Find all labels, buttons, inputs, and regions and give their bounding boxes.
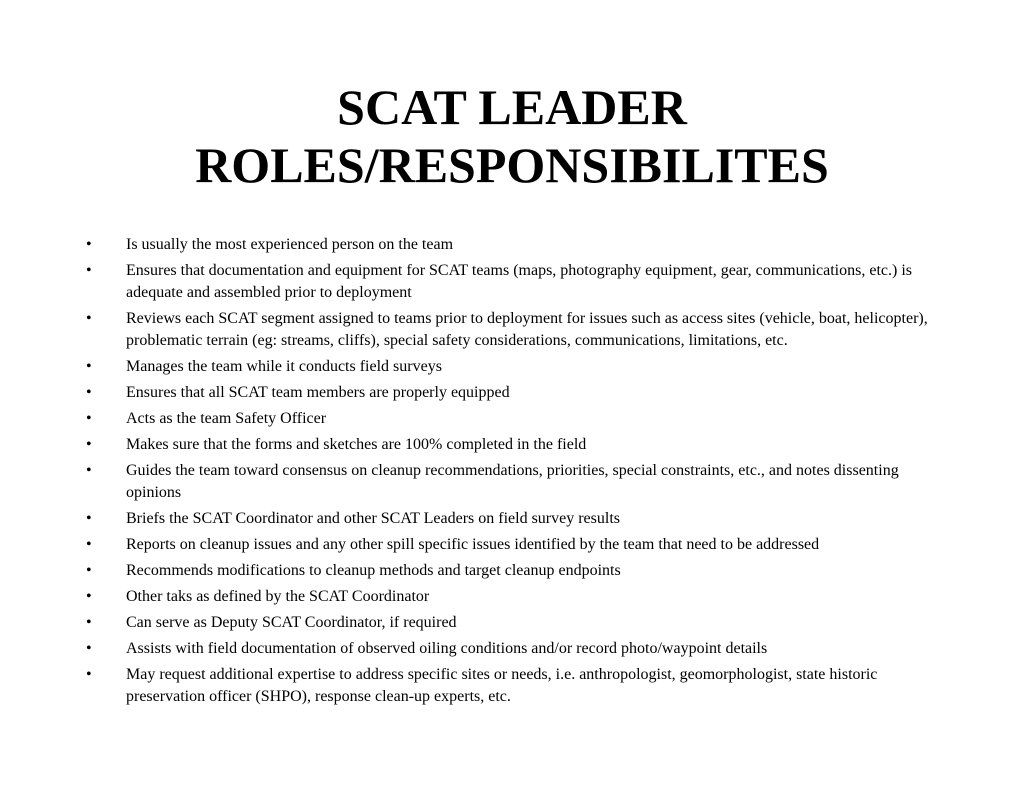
bullet-icon: • [86, 536, 92, 553]
list-item-text: Makes sure that the forms and sketches are 100% completed in the field [126, 436, 587, 453]
list-item [86, 534, 946, 556]
bullet-icon: • [86, 310, 92, 327]
list-item-text: Guides the team toward consensus on cleanup recommendations, priorities, special constraints, etc., and notes dissenting opinions [126, 462, 899, 501]
list-item-text: Reviews each SCAT segment assigned to teams prior to deployment for issues such as access sites (vehicle, boat, helicopter), problematic terrain (eg: streams, cliffs), special safety considerations, communications, limitations, etc. [126, 310, 928, 349]
bullet-icon: • [86, 410, 92, 427]
list-item-text: Ensures that documentation and equipment for SCAT teams (maps, photography equipment, gear, communications, etc.) is adequate and assembled prior to deployment [126, 262, 912, 301]
bullet-icon: • [86, 236, 92, 253]
bullet-icon: • [86, 588, 92, 605]
list-item-text: Can serve as Deputy SCAT Coordinator, if required [126, 614, 457, 631]
list-item [86, 356, 946, 378]
list-item [86, 408, 946, 430]
list-item-text: Ensures that all SCAT team members are properly equipped [126, 384, 510, 401]
bullet-icon: • [86, 510, 92, 527]
list-item [86, 434, 946, 456]
bullet-icon: • [86, 436, 92, 453]
page-title [0, 78, 1024, 194]
list-item-text: Manages the team while it conducts field surveys [126, 358, 442, 375]
bullet-icon: • [86, 640, 92, 657]
list-item [86, 308, 946, 352]
bullet-icon: • [86, 462, 92, 479]
list-item [86, 260, 946, 304]
title-line-2: ROLES/RESPONSIBILITES [195, 137, 829, 193]
list-item [86, 586, 946, 608]
responsibilities-list [86, 234, 946, 712]
list-item-text: Other taks as defined by the SCAT Coordinator [126, 588, 430, 605]
bullet-icon: • [86, 262, 92, 279]
list-item-text: May request additional expertise to address specific sites or needs, i.e. anthropologist, geomorphologist, state historic preservation officer (SHPO), response clean-up experts, etc. [126, 666, 878, 705]
list-item [86, 664, 946, 708]
bullet-icon: • [86, 666, 92, 683]
list-item-text: Recommends modifications to cleanup methods and target cleanup endpoints [126, 562, 621, 579]
list-item [86, 560, 946, 582]
bullet-icon: • [86, 614, 92, 631]
title-line-1: SCAT LEADER [337, 79, 687, 135]
list-item [86, 612, 946, 634]
list-item [86, 460, 946, 504]
list-item [86, 508, 946, 530]
list-item-text: Briefs the SCAT Coordinator and other SCAT Leaders on field survey results [126, 510, 620, 527]
list-item [86, 638, 946, 660]
list-item-text: Is usually the most experienced person on the team [126, 236, 454, 253]
bullet-icon: • [86, 384, 92, 401]
list-item-text: Acts as the team Safety Officer [126, 410, 327, 427]
list-item-text: Assists with field documentation of observed oiling conditions and/or record photo/waypoint details [126, 640, 768, 657]
list-item-text: Reports on cleanup issues and any other spill specific issues identified by the team that need to be addressed [126, 536, 820, 553]
list-item [86, 234, 946, 256]
bullet-icon: • [86, 358, 92, 375]
list-item [86, 382, 946, 404]
bullet-icon: • [86, 562, 92, 579]
